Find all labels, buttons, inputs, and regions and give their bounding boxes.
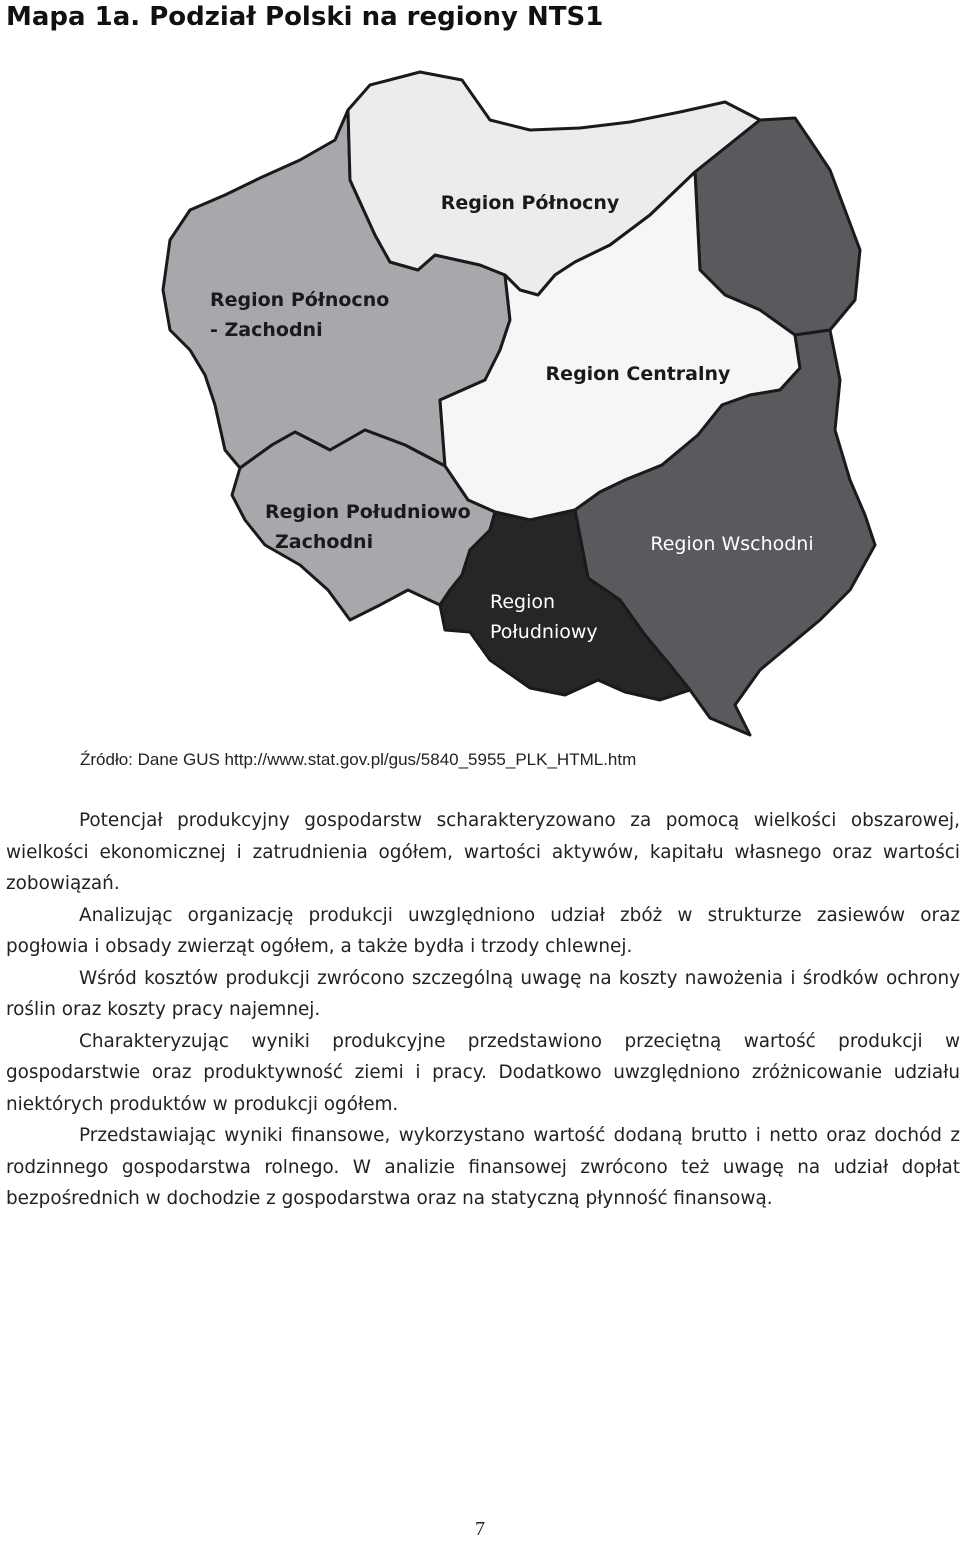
region-label-south-west-line2: Zachodni [275,531,374,553]
poland-map-svg [150,62,885,754]
region-label-central: Region Centralny [545,363,731,385]
paragraph: Przedstawiając wyniki finansowe, wykorzystano wartość dodaną brutto i netto oraz dochód z rodzinnego gospodarstwa rolnego. W analizie finansowej zwrócono też uwagę na udział dopłat bezpośrednich w dochodzie z gospodarstwa oraz na statyczną płynność finansową. [6,1125,960,1209]
paragraph: Charakteryzując wyniki produkcyjne przedstawiono przeciętną wartość produkcji w gospodarstwie oraz produktywność ziemi i pracy. Dodatkowo uwzględniono zróżnicowanie udziału niektórych produktów w produkcji ogółem. [6,1030,960,1115]
map-title: Mapa 1a. Podział Polski na regiony NTS1 [6,2,604,32]
body-text [6,805,960,1215]
source-note: Źródło: Dane GUS http://www.stat.gov.pl/gus/5840_5955_PLK_HTML.htm [80,750,637,769]
region-label-south-line2: Południowy [490,621,598,643]
nts1-map [150,62,885,754]
region-label-north: Region Północny [440,192,620,214]
region-label-south-west-line1: Region Południowo [265,501,471,523]
region-label-north-west-line2: - Zachodni [210,319,323,341]
paragraph: Potencjał produkcyjny gospodarstw scharakteryzowano za pomocą wielkości obszarowej, wielkości ekonomicznej i zatrudnienia ogółem, wartości aktywów, kapitału własnego oraz wartości zobowiązań. [6,810,960,894]
region-label-south-line1: Region [490,591,556,613]
paragraph: Analizując organizację produkcji uwzględniono udział zbóż w strukturze zasiewów oraz pogłowia i obsady zwierząt ogółem, a także bydła i trzody chlewnej. [6,904,960,957]
paragraph: Wśród kosztów produkcji zwrócono szczególną uwagę na koszty nawożenia i środków ochrony roślin oraz koszty pracy najemnej. [6,967,960,1020]
region-label-north-west-line1: Region Północno [210,289,390,311]
region-label-east: Region Wschodni [650,533,814,555]
page-number: 7 [475,1518,485,1540]
